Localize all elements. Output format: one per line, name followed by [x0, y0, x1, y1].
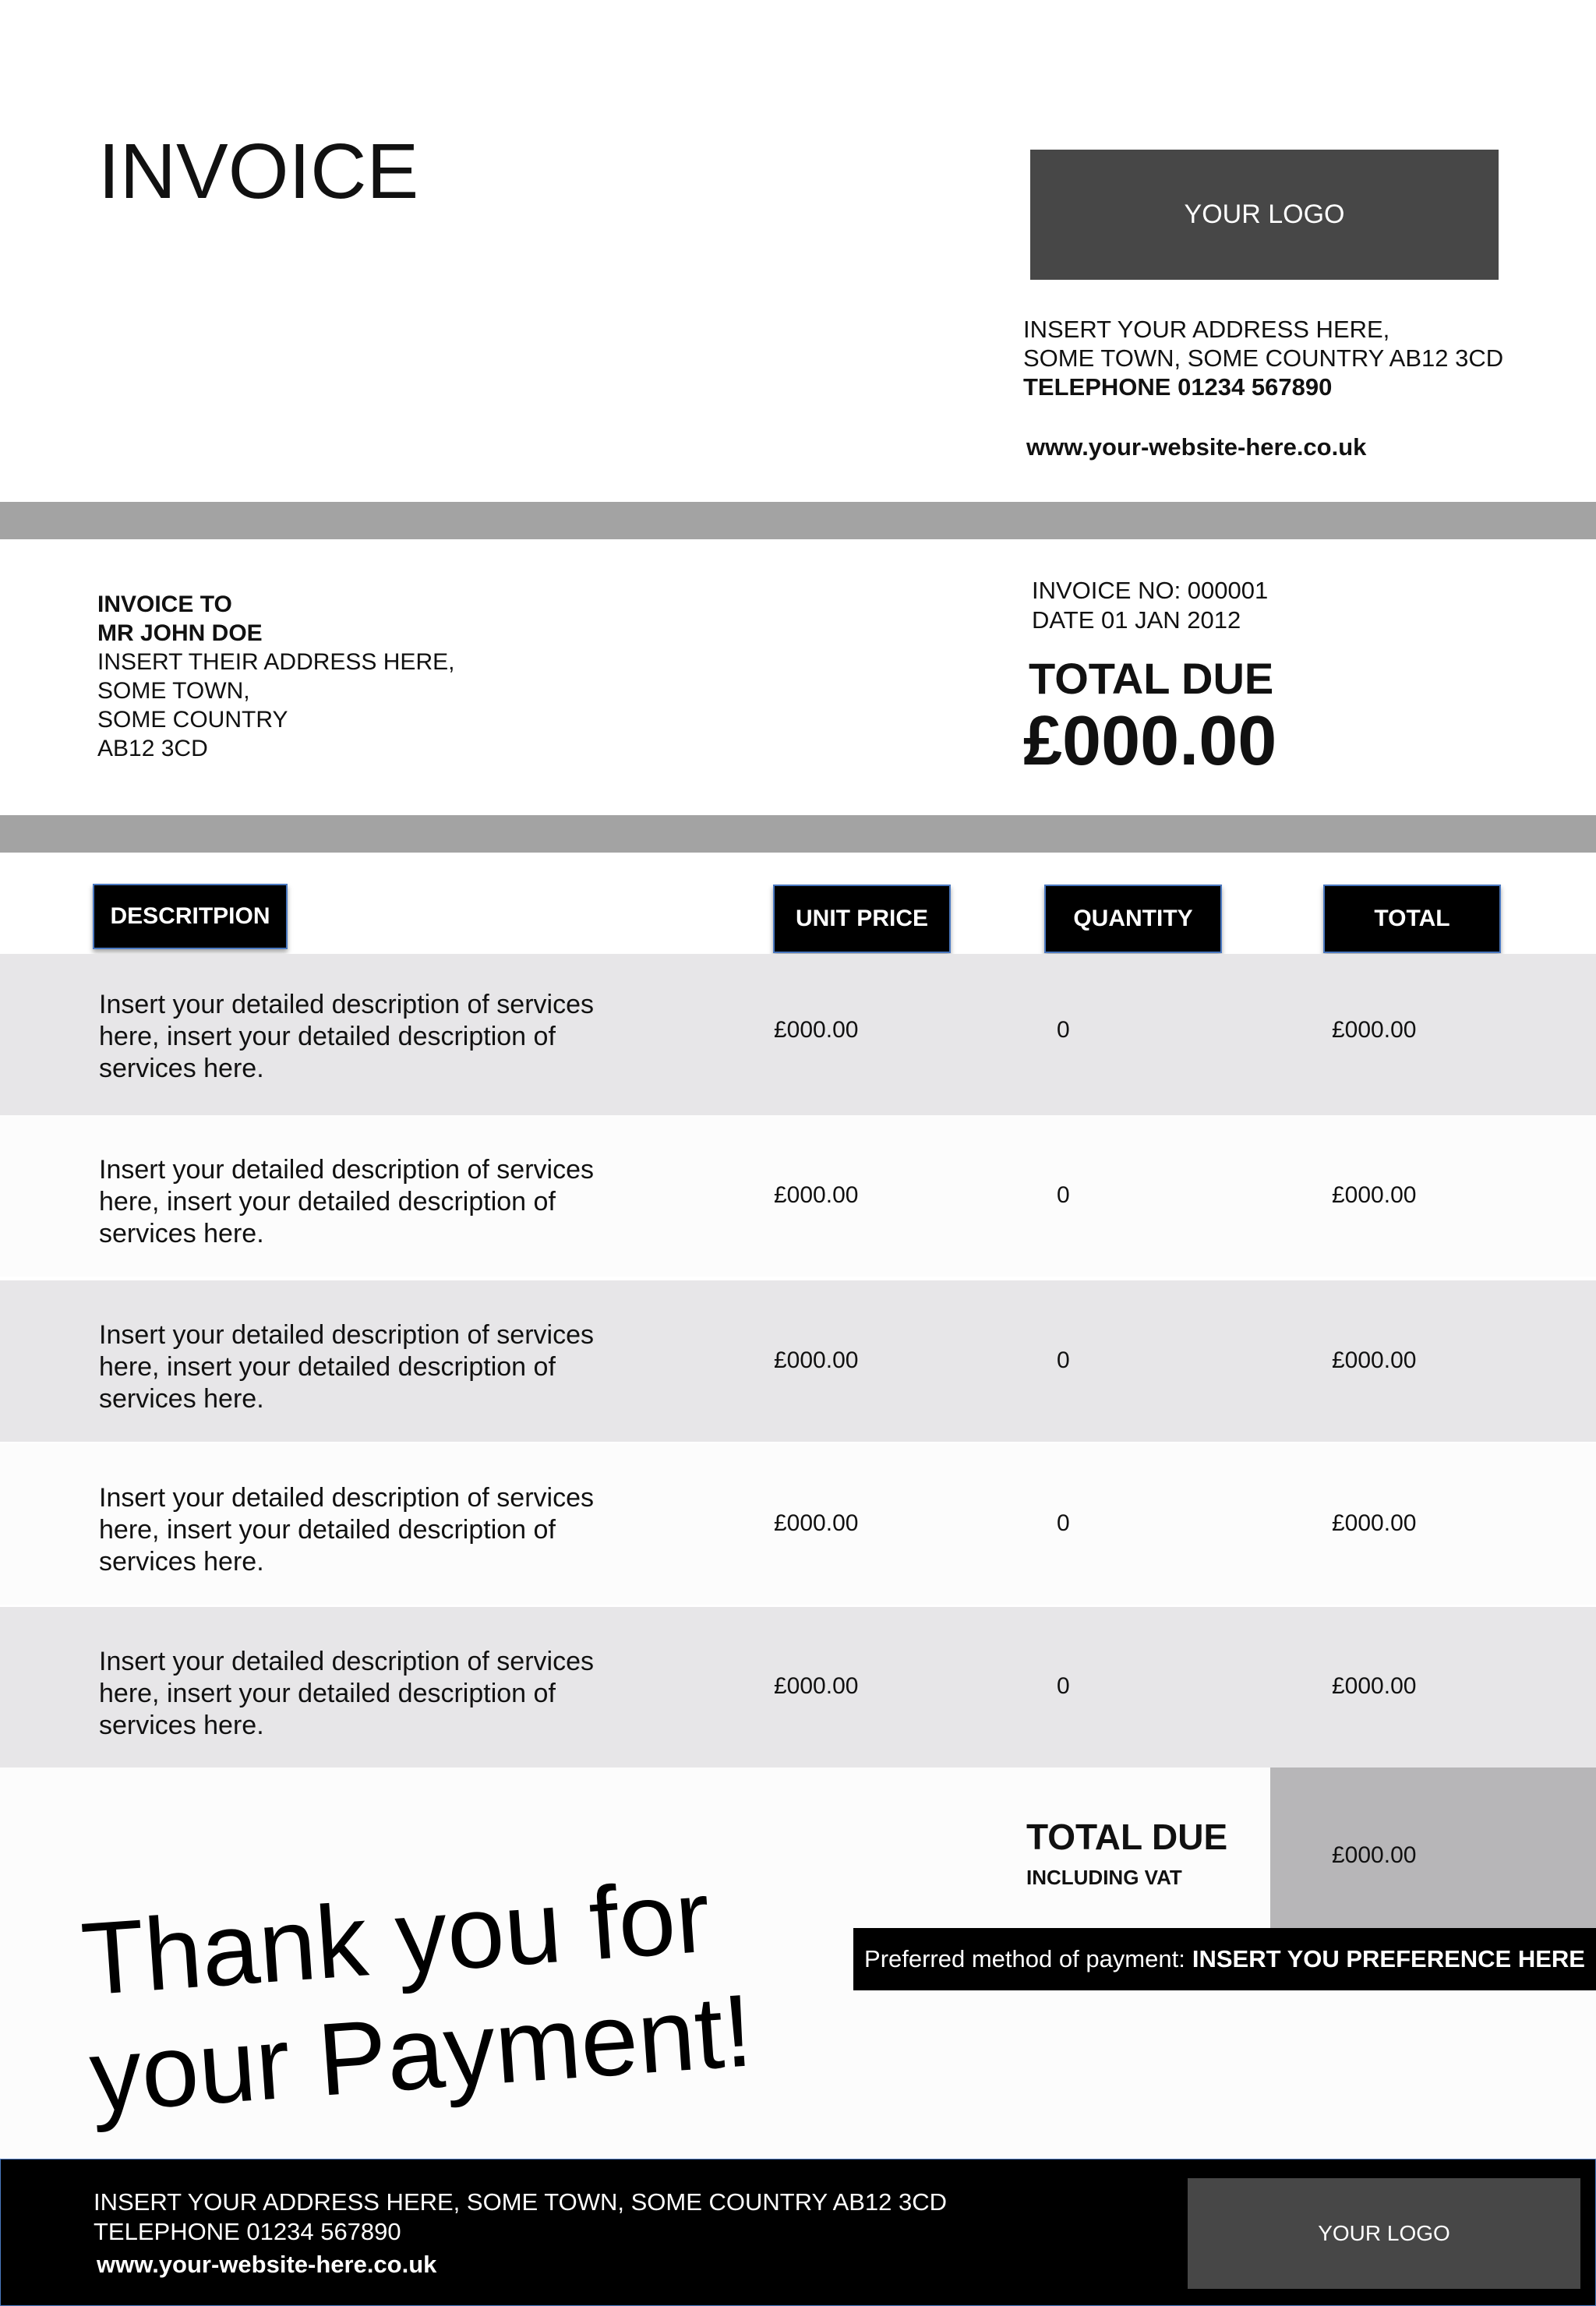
row-quantity: 0	[1057, 1182, 1070, 1208]
row-quantity: 0	[1057, 1347, 1070, 1373]
row-unit-price: £000.00	[774, 1510, 859, 1536]
footer-address	[94, 2188, 947, 2247]
row-total: £000.00	[1332, 1182, 1417, 1208]
company-logo-placeholder: YOUR LOGO	[1030, 150, 1499, 280]
invoice-number: INVOICE NO: 000001	[1032, 577, 1269, 604]
column-header-unit-price: UNIT PRICE	[773, 885, 951, 953]
row-total: £000.00	[1332, 1347, 1417, 1373]
row-description: Insert your detailed description of services here, insert your detailed description of services here.	[99, 990, 594, 1083]
row-quantity: 0	[1057, 1673, 1070, 1699]
column-header-total: TOTAL	[1323, 885, 1501, 953]
row-unit-price: £000.00	[774, 1347, 859, 1373]
thank-you-line2: your Payment!	[86, 1972, 756, 2134]
bill-to-line: INSERT THEIR ADDRESS HERE,	[97, 649, 455, 675]
thank-you-message	[78, 1856, 756, 2135]
invoice-date: DATE 01 JAN 2012	[1032, 606, 1241, 634]
payment-method-bar	[853, 1928, 1596, 1990]
payment-method-label: Preferred method of payment:	[864, 1945, 1185, 1972]
invoice-meta	[1032, 576, 1268, 635]
row-total: £000.00	[1332, 1673, 1417, 1699]
bill-to-name: MR JOHN DOE	[97, 620, 263, 646]
total-due-amount: £000.00	[1023, 702, 1277, 780]
footer-address-line: INSERT YOUR ADDRESS HERE, SOME TOWN, SOME COUNTRY AB12 3CD	[94, 2188, 948, 2216]
table-row	[0, 1115, 1596, 1277]
bill-to-line: SOME TOWN,	[97, 678, 250, 704]
bill-to-block	[97, 590, 454, 763]
row-description: Insert your detailed description of services here, insert your detailed description of services here.	[99, 1647, 594, 1740]
table-row	[0, 1607, 1596, 1768]
footer-logo-placeholder: YOUR LOGO	[1188, 2178, 1580, 2289]
table-row	[0, 1443, 1596, 1605]
row-description: Insert your detailed description of services here, insert your detailed description of services here.	[99, 1483, 594, 1577]
company-address	[1023, 315, 1503, 401]
row-total: £000.00	[1332, 1017, 1417, 1043]
table-row	[0, 1280, 1596, 1442]
row-unit-price: £000.00	[774, 1673, 859, 1699]
company-address-line2: SOME TOWN, SOME COUNTRY AB12 3CD	[1023, 344, 1504, 372]
including-vat-label: INCLUDING VAT	[1026, 1866, 1182, 1889]
company-address-line1: INSERT YOUR ADDRESS HERE,	[1023, 316, 1390, 343]
summary-total-box	[1270, 1767, 1596, 1928]
footer-website: www.your-website-here.co.uk	[97, 2251, 437, 2278]
bill-to-heading: INVOICE TO	[97, 592, 232, 617]
row-unit-price: £000.00	[774, 1017, 859, 1043]
row-description: Insert your detailed description of services here, insert your detailed description of services here.	[99, 1155, 594, 1248]
divider-band	[0, 502, 1596, 539]
payment-method-value: INSERT YOU PREFERENCE HERE	[1192, 1945, 1585, 1972]
row-quantity: 0	[1057, 1017, 1070, 1043]
divider-band	[0, 815, 1596, 853]
company-telephone: TELEPHONE 01234 567890	[1023, 373, 1333, 401]
invoice-title: INVOICE	[98, 128, 419, 215]
footer-telephone: TELEPHONE 01234 567890	[94, 2218, 401, 2245]
row-unit-price: £000.00	[774, 1182, 859, 1208]
company-website: www.your-website-here.co.uk	[1026, 433, 1367, 461]
column-header-description: DESCRITPION	[93, 884, 288, 949]
row-quantity: 0	[1057, 1510, 1070, 1536]
bill-to-line: SOME COUNTRY	[97, 707, 288, 733]
row-description: Insert your detailed description of services here, insert your detailed description of services here.	[99, 1320, 594, 1414]
thank-you-line1: Thank you for	[78, 1858, 714, 2017]
bill-to-line: AB12 3CD	[97, 736, 208, 761]
summary-total-due-label: TOTAL DUE	[1026, 1817, 1228, 1857]
table-row	[0, 954, 1596, 1115]
summary-total-due-amount: £000.00	[1332, 1842, 1417, 1868]
row-total: £000.00	[1332, 1510, 1417, 1536]
column-header-quantity: QUANTITY	[1044, 885, 1222, 953]
total-due-label: TOTAL DUE	[1029, 654, 1274, 703]
